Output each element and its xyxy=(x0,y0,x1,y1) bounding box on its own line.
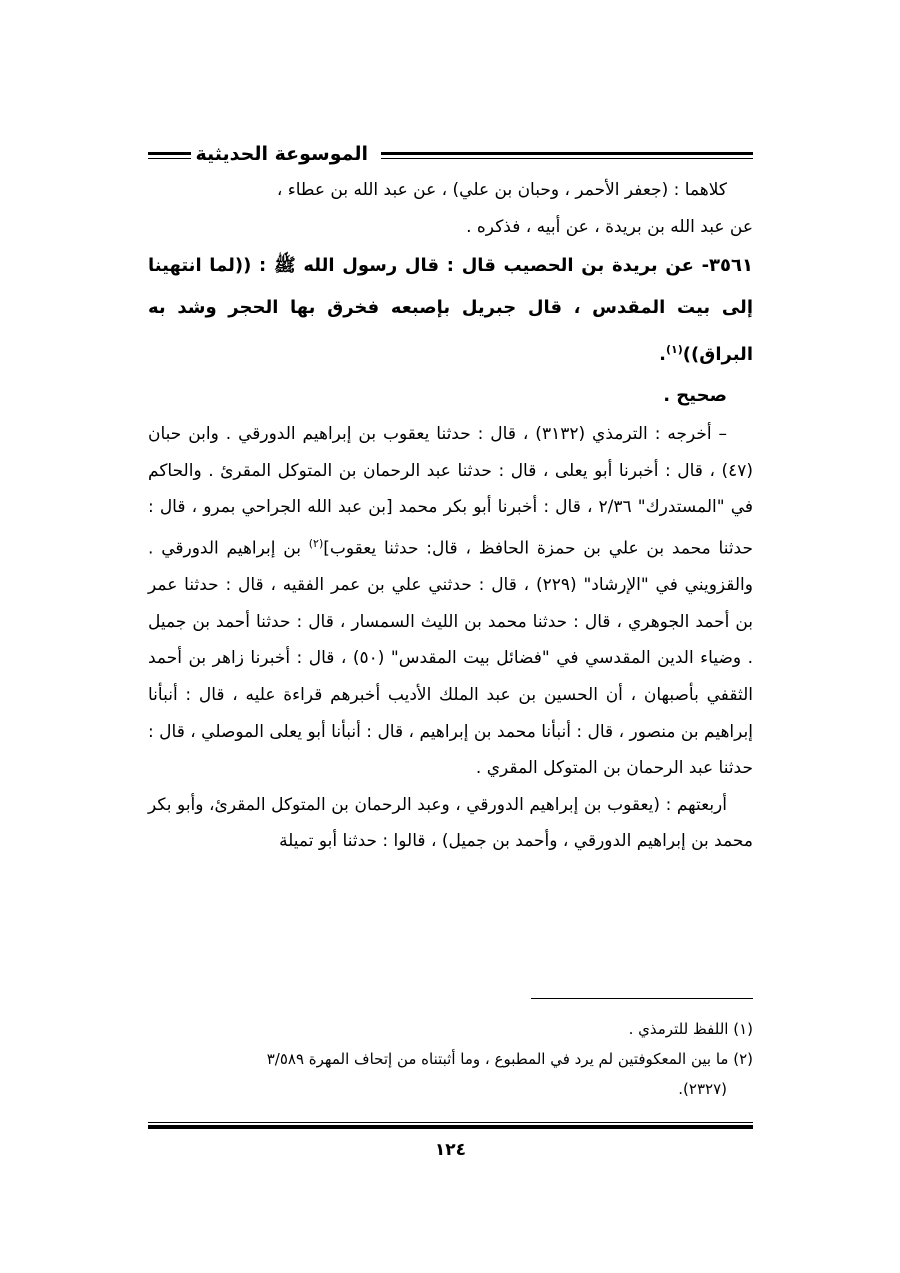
footer-rule xyxy=(148,1122,753,1129)
intro-line-1: كلاهما : (جعفر الأحمر ، وحبان بن علي) ، عن عبد الله بن عطاء ، xyxy=(276,180,727,200)
footnote-1: (١) اللفظ للترمذي . xyxy=(628,1020,753,1038)
footnote-2-continued: (٢٣٢٧). xyxy=(678,1080,727,1098)
footnote-2: (٢) ما بين المعكوفتين لم يرد في المطبوع ، وما أثبتناه من إتحاف المهرة ٣/٥٨٩ xyxy=(266,1050,753,1068)
footnote-separator xyxy=(531,998,753,999)
intro-line-2: عن عبد الله بن بريدة ، عن أبيه ، فذكره . xyxy=(466,216,753,237)
takhrij-part-2: بن إبراهيم الدورقي . والقزويني في "الإرشاد" (٢٢٩) ، قال : حدثني علي بن عمر الفقيه ، قال : حدثنا عمر بن أحمد الجوهري ، قال : حدثنا محمد بن الليث السمسار ، قال : حدثنا أحمد بن جميل . وضياء الدين المقدسي في "فضائل بيت المقدس" (٥٠) ، قال : أخبرنا زاهر بن أحمد الثقفي بأصبهان ، أن الحسين بن عبد الملك الأديب أخبرهم قراءة عليه ، قال : أنبأنا إبراهيم بن منصور ، قال : أنبأنا محمد بن إبراهيم ، قال : أنبأنا أبو يعلى الموصلي ، قال : حدثنا عبد الرحمان بن المتوكل المقري . xyxy=(148,538,753,779)
running-header-title: الموسوعة الحديثية xyxy=(195,143,368,165)
hadith-text: ٣٥٦١- عن بريدة بن الحصيب قال : قال رسول الله ﷺ : ((لما انتهينا إلى بيت المقدس ، قال جبريل بإصبعه فخرق بها الحجر وشد به البراق)) xyxy=(148,255,753,366)
hadith-end: . xyxy=(659,344,667,366)
header-rule-left xyxy=(148,152,191,159)
hadith-grade: صحيح . xyxy=(663,385,727,407)
book-page xyxy=(148,140,753,1170)
footnotes xyxy=(148,1014,753,1104)
footnote-ref-1[interactable]: (١) xyxy=(666,343,683,357)
header-rule-right xyxy=(381,152,753,159)
running-header xyxy=(148,140,753,176)
takhrij-part-1: – أخرجه : الترمذي (٣١٣٢) ، قال : حدثنا يعقوب بن إبراهيم الدورقي . وابن حبان (٤٧) ، قال : أخبرنا أبو يعلى ، قال : حدثنا عبد الرحمان بن المتوكل المقرئ . والحاكم في "المستدرك" ٢/٣٦ ، قال : أخبرنا أبو بكر محمد [بن عبد الله الجراحي بمرو ، قال : حدثنا محمد بن علي بن حمزة الحافظ ، قال: حدثنا يعقوب] xyxy=(148,424,753,559)
footnote-ref-2[interactable]: (٢) xyxy=(308,536,324,550)
hadith-paragraph xyxy=(148,245,753,376)
conclusion-paragraph: أربعتهم : (يعقوب بن إبراهيم الدورقي ، وعبد الرحمان بن المتوكل المقرئ، وأبو بكر محمد بن إبراهيم الدورقي ، وأحمد بن جميل) ، قالوا : حدثنا أبو تميلة xyxy=(148,794,753,852)
body-text xyxy=(148,172,753,860)
takhrij-paragraph xyxy=(148,416,753,787)
page-number: ١٢٤ xyxy=(434,1140,467,1160)
